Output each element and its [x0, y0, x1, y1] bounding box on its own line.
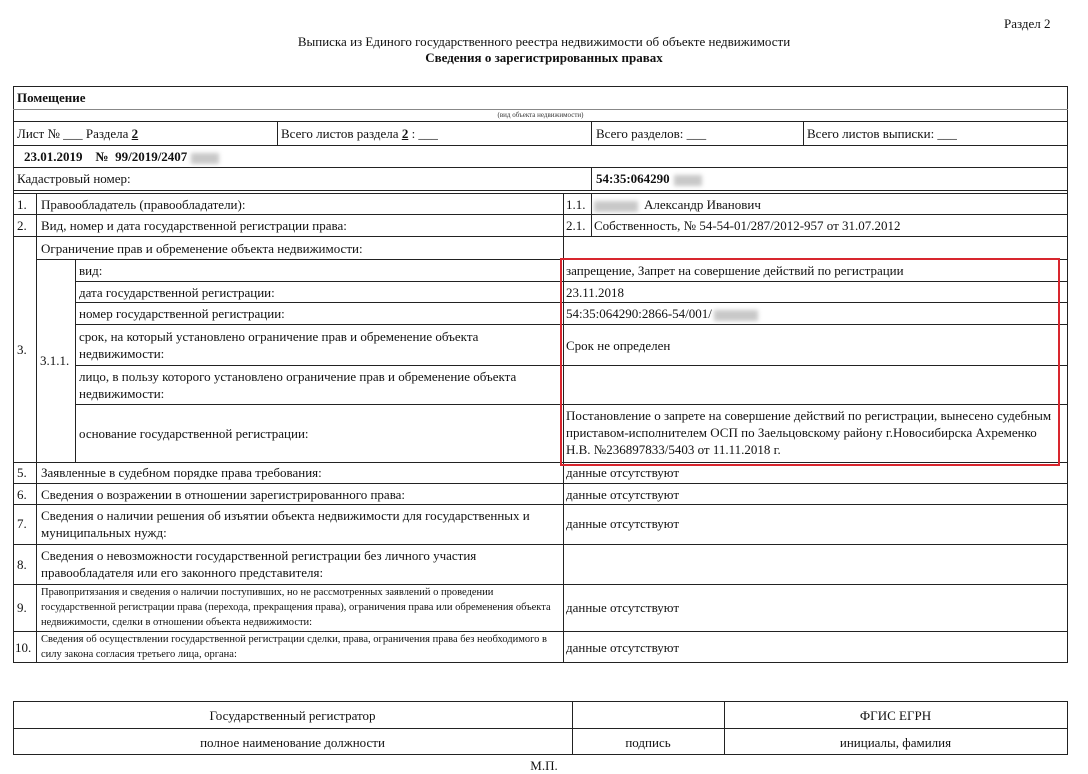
- row-8-label: Сведения о невозможности государственной регистрации без личного участия правообладателя или его законного представителя:: [41, 548, 477, 580]
- signature-caption: подпись: [625, 735, 671, 750]
- row-10-label: Сведения об осуществлении государственной регистрации сделки, права, ограничения права без необходимого в силу закона согласия третьего лица, органа:: [41, 634, 548, 660]
- object-type: Помещение: [17, 90, 86, 105]
- row-1-number: 1.: [17, 197, 27, 212]
- encumbrance-type-label: вид:: [79, 263, 103, 278]
- cadastral-value: 54:35:064290: [596, 171, 702, 187]
- row-6-label: Сведения о возражении в отношении зарегистрированного права:: [41, 487, 406, 502]
- row-3-sub: 3.1.1.: [40, 353, 70, 368]
- registration-number-label: номер государственной регистрации:: [79, 306, 285, 321]
- basis-label: основание государственной регистрации:: [79, 426, 309, 441]
- redacted-mark: [594, 201, 638, 212]
- row-6-value: данные отсутствуют: [566, 487, 680, 502]
- row-10-value: данные отсутствуют: [566, 640, 680, 655]
- row-5-number: 5.: [17, 465, 27, 480]
- row-5-label: Заявленные в судебном порядке права требования:: [41, 465, 322, 480]
- cadastral-label: Кадастровый номер:: [17, 171, 131, 186]
- basis-value: Постановление о запрете на совершение действий по регистрации, вынесено судебным приставом-исполнителем ОСП по Заельцовскому району г.Новосибирска Ахременко Н.В. №236897833/5403 от 11.11.2018 г.: [566, 408, 1052, 457]
- beneficiary-label: лицо, в пользу которого установлено ограничение прав и обременение объекта недвижимости:: [79, 369, 517, 401]
- row-7-value: данные отсутствуют: [566, 516, 680, 531]
- object-type-caption: (вид объекта недвижимости): [497, 111, 584, 119]
- row-3-label: Ограничение прав и обременение объекта недвижимости:: [41, 241, 363, 256]
- name-caption: инициалы, фамилия: [839, 735, 952, 750]
- row-9-value: данные отсутствуют: [566, 600, 680, 615]
- section-label: Раздел 2: [1004, 16, 1051, 31]
- row-9-label: Правопритязания и сведения о наличии поступивших, но не рассмотренных заявлений о проведении государственной регистрации права (перехода, прекращения права), ограничения права или обременения объекта недвижимости, сделки в отношении объекта недвижимости:: [41, 587, 551, 628]
- row-10-number: 10.: [15, 640, 32, 655]
- row-6-number: 6.: [17, 487, 27, 502]
- redacted-mark: [674, 175, 702, 186]
- total-sheets: Всего листов выписки: ___: [807, 126, 957, 141]
- row-9-number: 9.: [17, 600, 27, 615]
- sheets-in-section: Всего листов раздела 2 : ___: [281, 126, 438, 141]
- row-2-sub: 2.1.: [566, 218, 586, 233]
- term-label: срок, на который установлено ограничение прав и обременение объекта недвижимости:: [79, 329, 479, 361]
- stamp-place: М.П.: [530, 758, 558, 773]
- registration-date-label: дата государственной регистрации:: [79, 285, 275, 300]
- row-1-value: Александр Иванович: [594, 197, 761, 213]
- term-value: Срок не определен: [566, 338, 671, 353]
- page-title: Выписка из Единого государственного реестра недвижимости об объекте недвижимости: [297, 34, 791, 49]
- row-2-number: 2.: [17, 218, 27, 233]
- redacted-mark: [191, 153, 219, 164]
- row-3-number: 3.: [17, 342, 27, 357]
- registration-date-value: 23.11.2018: [566, 285, 625, 300]
- total-sections: Всего разделов: ___: [596, 126, 707, 141]
- row-1-sub: 1.1.: [566, 197, 586, 212]
- row-1-label: Правообладатель (правообладатели):: [41, 197, 246, 212]
- sheet-number: Лист № ___ Раздела 2: [17, 126, 139, 141]
- position-caption: полное наименование должности: [200, 735, 385, 750]
- registration-number-value: 54:35:064290:2866-54/001/: [566, 306, 758, 322]
- encumbrance-type-value: запрещение, Запрет на совершение действий по регистрации: [566, 263, 904, 278]
- row-2-value: Собственность, № 54-54-01/287/2012-957 от 31.07.2012: [594, 218, 901, 233]
- row-2-label: Вид, номер и дата государственной регистрации права:: [41, 218, 347, 233]
- page-subtitle: Сведения о зарегистрированных правах: [425, 50, 663, 65]
- row-8-number: 8.: [17, 557, 27, 572]
- registrar-title: Государственный регистратор: [209, 708, 376, 723]
- highlight-frame: [560, 258, 1060, 466]
- row-7-label: Сведения о наличии решения об изъятии объекта недвижимости для государственных и муниципальных нужд:: [41, 508, 530, 540]
- extract-date-number: 23.01.2019 № 99/2019/2407: [24, 149, 219, 165]
- system-name: ФГИС ЕГРН: [859, 708, 932, 723]
- row-7-number: 7.: [17, 516, 27, 531]
- row-5-value: данные отсутствуют: [566, 465, 680, 480]
